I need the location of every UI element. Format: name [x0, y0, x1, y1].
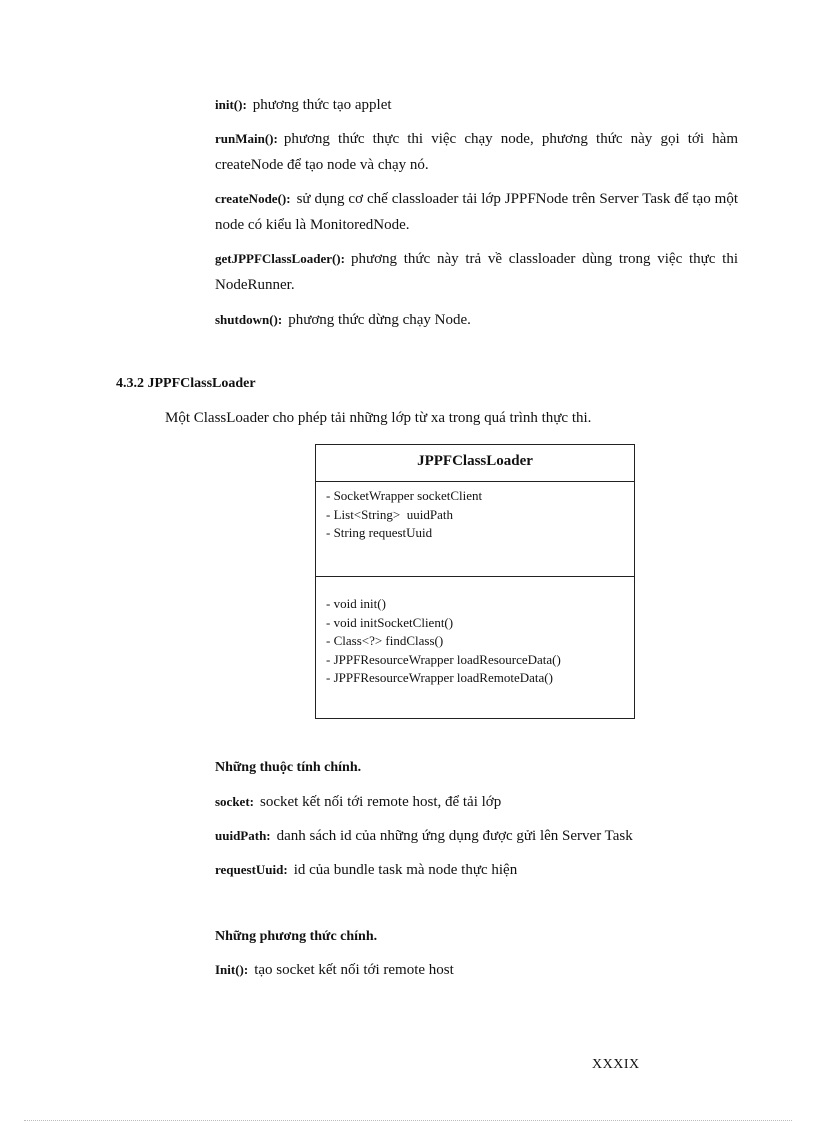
properties-heading: Những thuộc tính chính. [215, 760, 362, 775]
method-term: runMain(): [215, 131, 278, 146]
uml-method: - void init() [326, 596, 386, 611]
uml-methods [316, 577, 634, 688]
page-number: XXXIX [592, 1057, 640, 1072]
method-shutdown [215, 307, 738, 333]
method-desc: phương thức tạo applet [252, 97, 392, 113]
method-desc: sử dụng cơ chế classloader tải lớp JPPFNode trên Server Task để tạo một node có kiểu là MonitoredNode. [215, 191, 738, 233]
method-desc: phương thức này trả về classloader dùng trong việc thực thi NodeRunner. [215, 251, 738, 293]
method-runmain [215, 126, 738, 178]
uml-method: - JPPFResourceWrapper loadRemoteData() [326, 670, 553, 685]
method-term: createNode(): [215, 191, 291, 206]
method-term: getJPPFClassLoader(): [215, 251, 345, 266]
main-methods-heading: Những phương thức chính. [215, 929, 378, 944]
property-term: requestUuid: [215, 862, 288, 877]
property-term: uuidPath: [215, 828, 271, 843]
method-getjppfclassloader [215, 246, 738, 298]
section-heading: 4.3.2 JPPFClassLoader [116, 376, 256, 391]
uml-attribute: - SocketWrapper socketClient [326, 488, 483, 503]
method-term: init(): [215, 97, 247, 112]
page-bottom-rule [24, 1120, 792, 1121]
uml-class-box [315, 444, 635, 719]
method-desc: phương thức dừng chạy Node. [288, 312, 471, 328]
section-intro: Một ClassLoader cho phép tải những lớp từ xa trong quá trình thực thi. [165, 410, 592, 426]
uml-attribute: - String requestUuid [326, 525, 433, 540]
property-term: socket: [215, 794, 254, 809]
main-method-init [215, 957, 738, 983]
property-uuidpath [215, 823, 738, 849]
method-desc: phương thức thực thi việc chạy node, phương thức này gọi tới hàm createNode để tạo node và chạy nó. [215, 131, 738, 173]
uml-attributes [316, 482, 634, 577]
uml-class-name: JPPFClassLoader [316, 445, 634, 482]
property-socket [215, 789, 738, 815]
property-desc: socket kết nối tới remote host, để tải lớp [260, 794, 502, 810]
property-desc: danh sách id của những ứng dụng được gửi lên Server Task [276, 828, 633, 844]
uml-method: - Class<?> findClass() [326, 633, 444, 648]
uml-attribute: - List<String> uuidPath [326, 506, 453, 522]
property-desc: id của bundle task mà node thực hiện [293, 862, 518, 878]
method-createnode [215, 186, 738, 238]
main-method-term: Init(): [215, 962, 249, 977]
uml-method: - JPPFResourceWrapper loadResourceData() [326, 651, 561, 667]
method-init [215, 92, 738, 118]
property-requestuuid [215, 857, 738, 883]
uml-method: - void initSocketClient() [326, 614, 454, 630]
main-method-desc: tạo socket kết nối tới remote host [254, 962, 454, 978]
method-term: shutdown(): [215, 312, 283, 327]
